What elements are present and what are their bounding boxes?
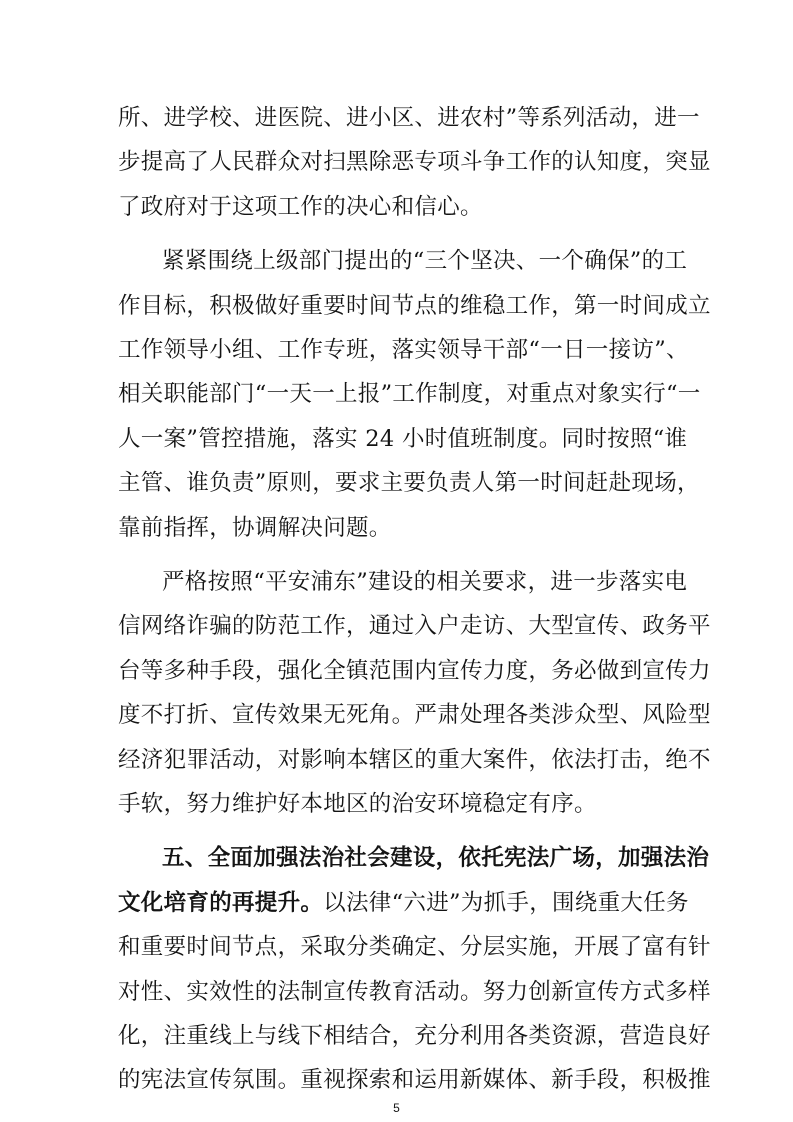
- text-line: 工作领导小组、工作专班，落实领导干部“一日一接访”、: [118, 337, 689, 363]
- text-line: 步提高了人民群众对扫黑除恶专项斗争工作的认知度，突显: [118, 149, 711, 175]
- text-line: 了政府对于这项工作的决心和信心。: [118, 194, 483, 220]
- text-line: 相关职能部门“一天一上报”工作制度，对重点对象实行“一: [118, 381, 701, 407]
- text-line: 台等多种手段，强化全镇范围内宣传力度，务必做到宣传力: [118, 658, 711, 684]
- section-heading: 五、全面加强法治社会建设，依托宪法广场，加强法治: [162, 845, 710, 871]
- text-line: 度不打折、宣传效果无死角。严肃处理各类涉众型、风险型: [118, 702, 711, 728]
- text-line: 和重要时间节点，采取分类确定、分层实施，开展了富有针: [118, 934, 711, 960]
- text-line: 信网络诈骗的防范工作，通过入户走访、大型宣传、政务平: [118, 613, 711, 639]
- text-line: 紧紧围绕上级部门提出的“三个坚决、一个确保”的工: [162, 248, 688, 274]
- text-line: 靠前指挥，协调解决问题。: [118, 515, 392, 541]
- text-line: 人一案”管控措施，落实 24 小时值班制度。同时按照“谁: [118, 426, 688, 452]
- text-line: 化，注重线上与线下相结合，充分利用各类资源，营造良好: [118, 1023, 711, 1049]
- text-line: 的宪法宣传氛围。重视探索和运用新媒体、新手段，积极推: [118, 1067, 711, 1093]
- text-span: 以法律“六进”为抓手，围绕重大任务: [323, 890, 689, 916]
- text-line: 作目标，积极做好重要时间节点的维稳工作，第一时间成立: [118, 293, 711, 319]
- page-number: 5: [393, 1101, 400, 1115]
- section-heading-continuation: 文化培育的再提升。: [118, 890, 324, 916]
- text-line: 所、进学校、进医院、进小区、进农村”等系列活动，进一: [118, 105, 700, 131]
- text-line: 严格按照“平安浦东”建设的相关要求，进一步落实电: [162, 569, 688, 595]
- text-line: [118, 889, 689, 917]
- text-line: 主管、谁负责”原则，要求主要负责人第一时间赶赴现场，: [118, 470, 700, 496]
- text-line: 对性、实效性的法制宣传教育活动。努力创新宣传方式多样: [118, 979, 711, 1005]
- text-line: 手软，努力维护好本地区的治安环境稳定有序。: [118, 791, 597, 817]
- text-line: 经济犯罪活动，对影响本辖区的重大案件，依法打击，绝不: [118, 747, 711, 773]
